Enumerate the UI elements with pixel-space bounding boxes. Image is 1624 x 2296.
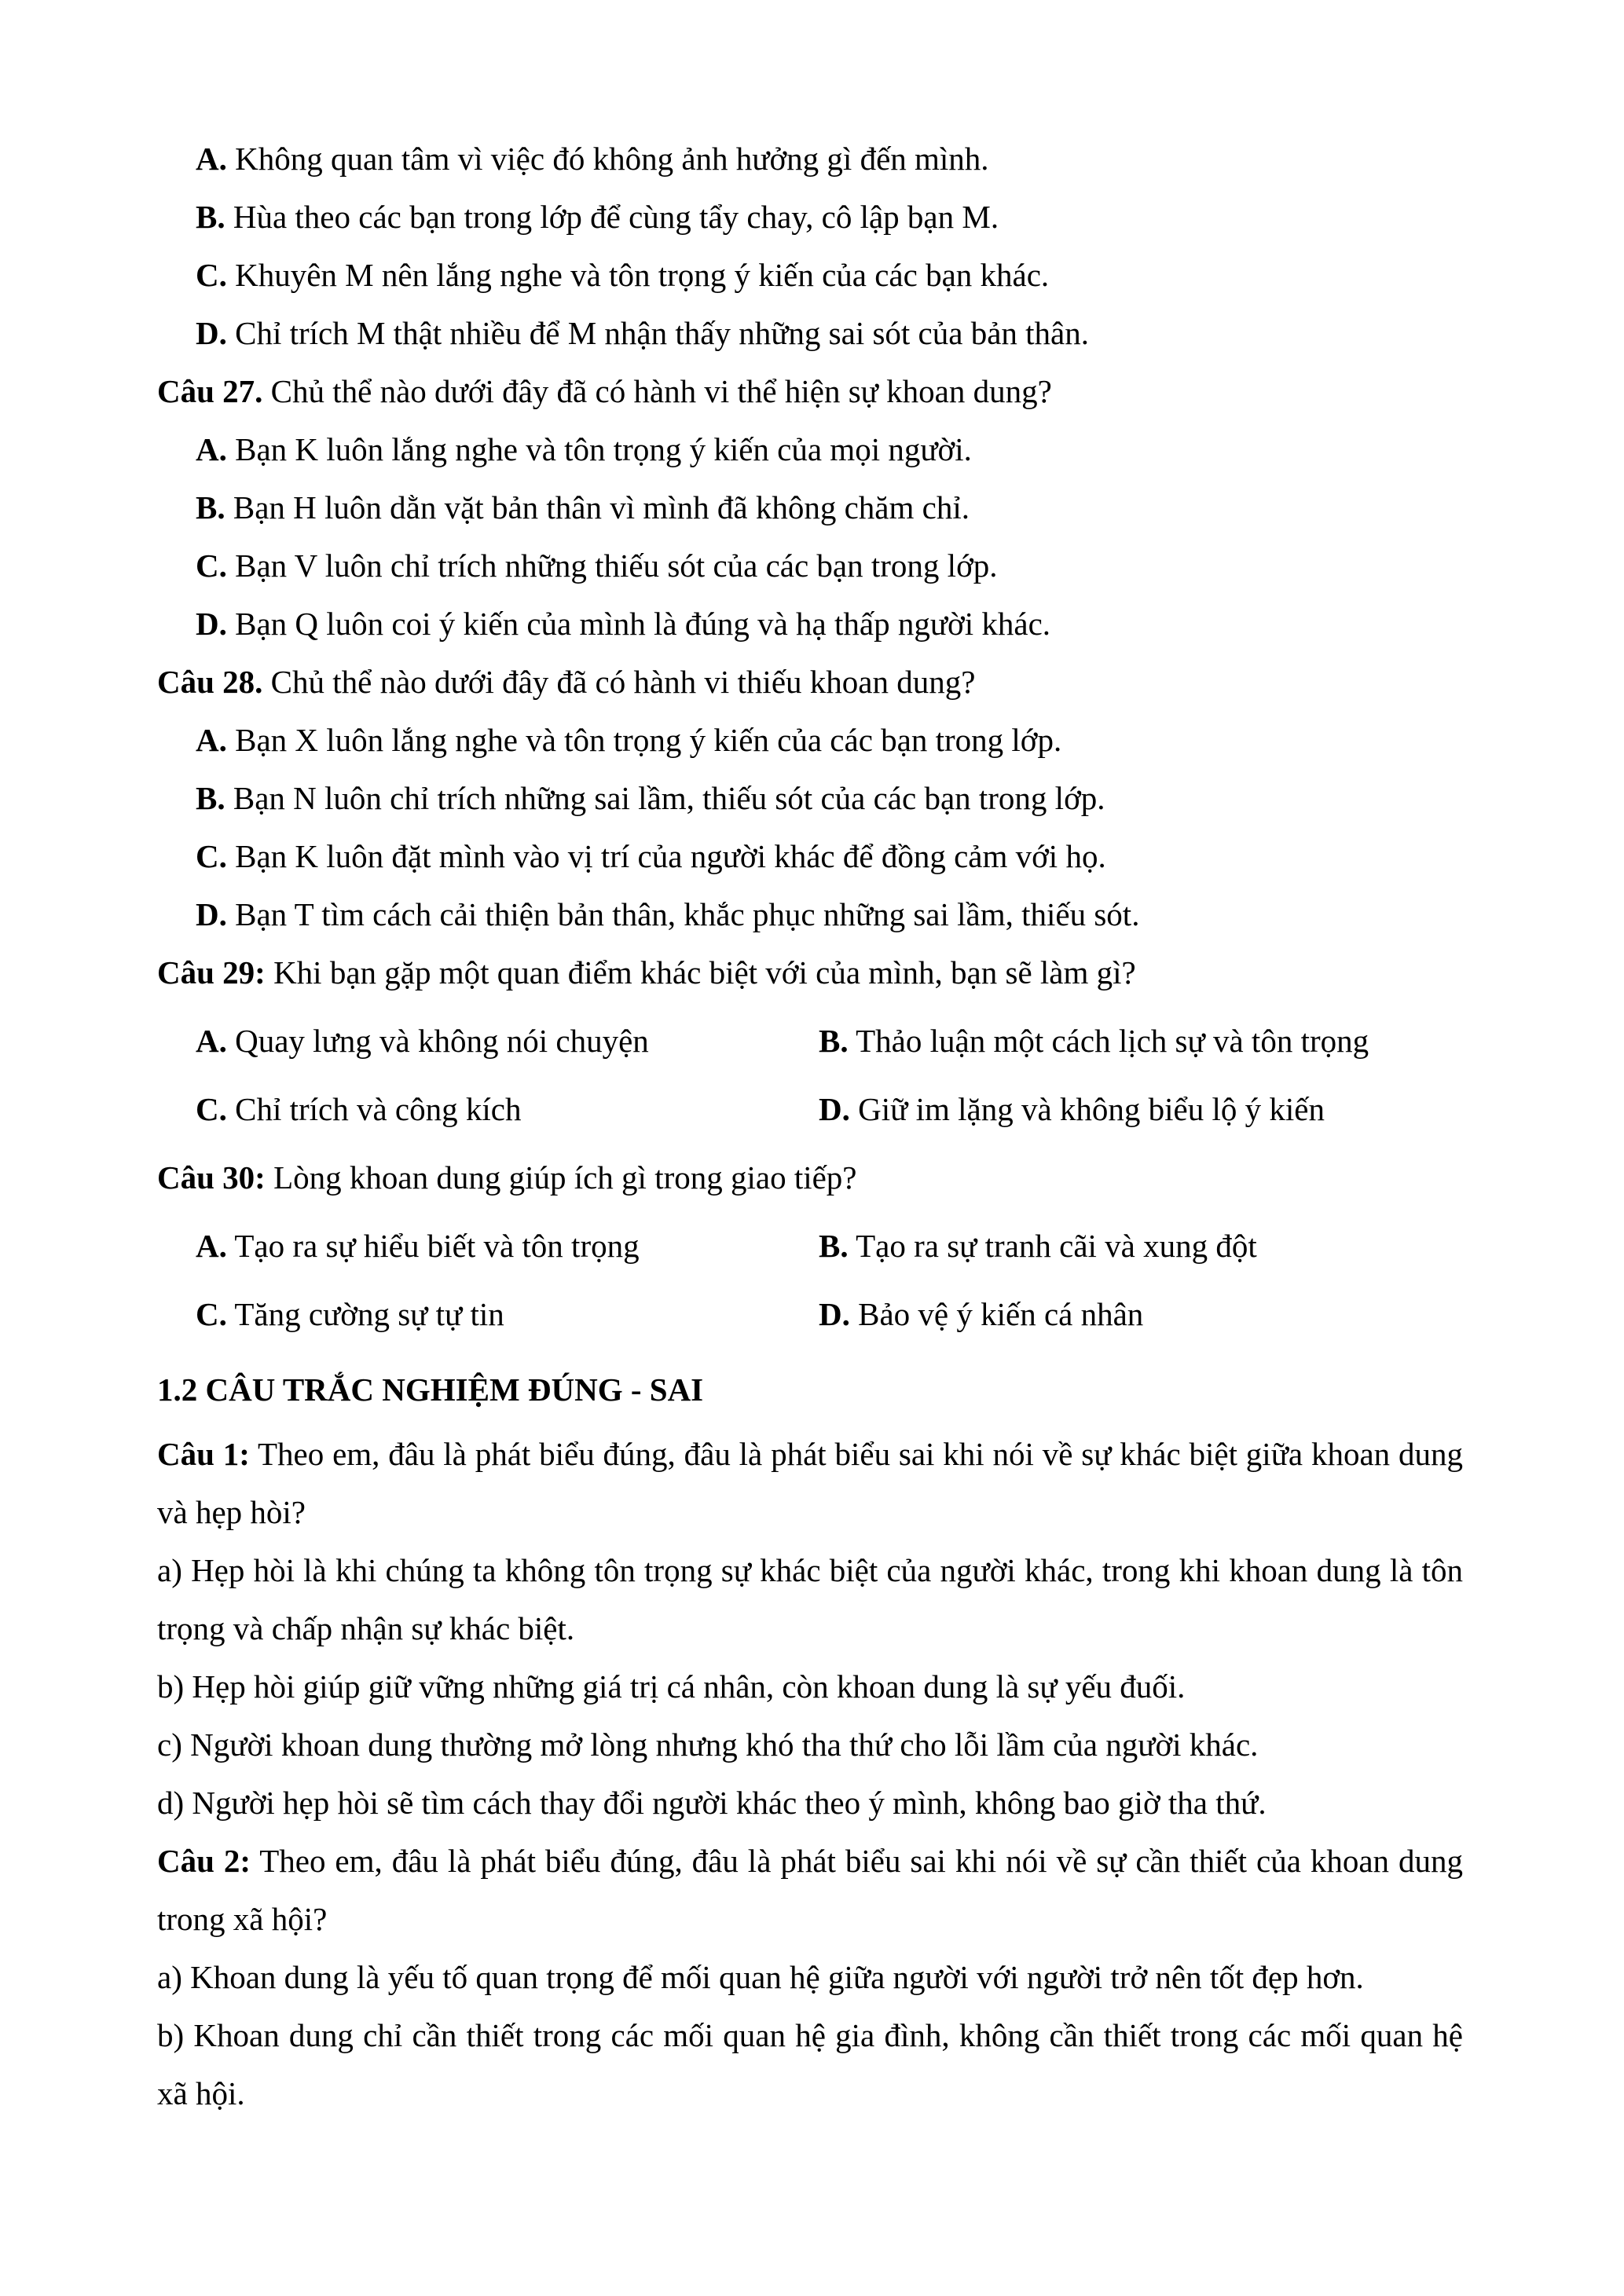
option-line	[157, 885, 1463, 943]
option-row	[157, 1080, 1463, 1138]
option-row	[157, 1217, 1463, 1275]
question-number: Câu 28.	[157, 664, 263, 700]
option-line	[157, 188, 1463, 246]
option-letter: D.	[819, 1296, 850, 1332]
question-line	[157, 943, 1463, 1002]
section-heading: 1.2 CÂU TRẮC NGHIỆM ĐÚNG - SAI	[157, 1371, 704, 1408]
statement-text: Người hẹp hòi sẽ tìm cách thay đổi người khác theo ý mình, không bao giờ tha thứ.	[192, 1785, 1267, 1821]
option-row	[157, 1285, 1463, 1343]
option-letter: D.	[196, 896, 227, 932]
option-letter: C.	[196, 838, 227, 874]
question-line	[157, 1425, 1463, 1541]
statement-text: Hẹp hòi giúp giữ vững những giá trị cá nhân, còn khoan dung là sự yếu đuối.	[192, 1668, 1186, 1705]
option-text: Bạn H luôn dằn vặt bản thân vì mình đã không chăm chỉ.	[233, 489, 970, 525]
statement-text: Hẹp hòi là khi chúng ta không tôn trọng sự khác biệt của người khác, trong khi khoan dung là tôn trọng và chấp nhận sự khác biệt.	[157, 1552, 1463, 1646]
option-text: Chỉ trích và công kích	[235, 1091, 522, 1127]
statement-line	[157, 1716, 1463, 1774]
option-cell	[157, 1012, 819, 1070]
option-line	[157, 478, 1463, 536]
option-text: Bạn K luôn đặt mình vào vị trí của người khác để đồng cảm với họ.	[235, 838, 1106, 874]
option-letter: C.	[196, 547, 227, 584]
option-letter: A.	[196, 722, 227, 758]
option-letter: B.	[196, 489, 225, 525]
option-line	[157, 420, 1463, 478]
option-text: Bạn T tìm cách cải thiện bản thân, khắc phục những sai lầm, thiếu sót.	[235, 896, 1140, 932]
option-cell	[157, 1217, 819, 1275]
question-line	[157, 362, 1463, 420]
option-text: Bạn V luôn chỉ trích những thiếu sót của các bạn trong lớp.	[235, 547, 998, 584]
option-text: Bạn X luôn lắng nghe và tôn trọng ý kiến của các bạn trong lớp.	[235, 722, 1062, 758]
question-line	[157, 1148, 1463, 1207]
option-line	[157, 711, 1463, 769]
question-line	[157, 1832, 1463, 1948]
option-letter: D.	[196, 315, 227, 351]
option-text: Hùa theo các bạn trong lớp để cùng tẩy chay, cô lập bạn M.	[233, 199, 999, 235]
question-text: Theo em, đâu là phát biểu đúng, đâu là phát biểu sai khi nói về sự cần thiết của khoan dung trong xã hội?	[157, 1843, 1463, 1937]
option-text: Khuyên M nên lắng nghe và tôn trọng ý kiến của các bạn khác.	[235, 257, 1050, 293]
option-letter: B.	[196, 780, 225, 816]
question-text: Theo em, đâu là phát biểu đúng, đâu là phát biểu sai khi nói về sự khác biệt giữa khoan dung và hẹp hòi?	[157, 1436, 1463, 1530]
option-line	[157, 769, 1463, 827]
statement-label: b)	[157, 1668, 185, 1705]
option-row	[157, 1012, 1463, 1070]
option-line	[157, 304, 1463, 362]
question-number: Câu 1:	[157, 1436, 250, 1472]
option-letter: A.	[196, 431, 227, 467]
question-number: Câu 30:	[157, 1159, 266, 1196]
option-text: Không quan tâm vì việc đó không ảnh hưởng gì đến mình.	[235, 141, 989, 177]
option-text: Bảo vệ ý kiến cá nhân	[858, 1296, 1144, 1332]
option-cell	[819, 1285, 1463, 1343]
option-cell	[157, 1285, 819, 1343]
statement-line	[157, 1541, 1463, 1657]
option-text: Tạo ra sự hiểu biết và tôn trọng	[234, 1228, 640, 1264]
option-letter: B.	[819, 1023, 849, 1059]
question-number: Câu 2:	[157, 1843, 251, 1879]
question-text: Khi bạn gặp một quan điểm khác biệt với của mình, bạn sẽ làm gì?	[273, 954, 1136, 991]
option-letter: C.	[196, 1091, 227, 1127]
option-letter: D.	[196, 606, 227, 642]
statement-text: Khoan dung là yếu tố quan trọng để mối quan hệ giữa người với người trở nên tốt đẹp hơn.	[190, 1959, 1364, 1995]
option-text: Giữ im lặng và không biểu lộ ý kiến	[858, 1091, 1325, 1127]
question-number: Câu 27.	[157, 373, 263, 409]
option-text: Thảo luận một cách lịch sự và tôn trọng	[856, 1023, 1369, 1059]
option-letter: C.	[196, 1296, 227, 1332]
document-content	[157, 130, 1463, 2122]
option-cell	[819, 1012, 1463, 1070]
option-line	[157, 536, 1463, 595]
option-letter: A.	[196, 141, 227, 177]
statement-line	[157, 1948, 1463, 2006]
option-text: Chỉ trích M thật nhiều để M nhận thấy những sai sót của bản thân.	[235, 315, 1089, 351]
option-text: Bạn K luôn lắng nghe và tôn trọng ý kiến của mọi người.	[235, 431, 972, 467]
statement-label: c)	[157, 1727, 182, 1763]
option-cell	[819, 1217, 1463, 1275]
statement-line	[157, 2006, 1463, 2122]
question-line	[157, 653, 1463, 711]
statement-label: a)	[157, 1959, 182, 1995]
option-text: Tăng cường sự tự tin	[234, 1296, 504, 1332]
option-letter: A.	[196, 1228, 227, 1264]
option-cell	[157, 1080, 819, 1138]
question-text: Chủ thể nào dưới đây đã có hành vi thiếu khoan dung?	[270, 664, 976, 700]
option-text: Bạn N luôn chỉ trích những sai lầm, thiếu sót của các bạn trong lớp.	[233, 780, 1105, 816]
question-text: Lòng khoan dung giúp ích gì trong giao tiếp?	[273, 1159, 857, 1196]
statement-label: b)	[157, 2017, 185, 2053]
option-text: Tạo ra sự tranh cãi và xung đột	[856, 1228, 1257, 1264]
option-line	[157, 130, 1463, 188]
option-cell	[819, 1080, 1463, 1138]
statement-line	[157, 1774, 1463, 1832]
option-letter: B.	[196, 199, 225, 235]
statement-label: d)	[157, 1785, 185, 1821]
statement-text: Người khoan dung thường mở lòng nhưng khó tha thứ cho lỗi lầm của người khác.	[190, 1727, 1259, 1763]
statement-text: Khoan dung chỉ cần thiết trong các mối quan hệ gia đình, không cần thiết trong các mối quan hệ xã hội.	[157, 2017, 1463, 2111]
question-number: Câu 29:	[157, 954, 266, 991]
option-line	[157, 246, 1463, 304]
statement-label: a)	[157, 1552, 182, 1588]
option-line	[157, 595, 1463, 653]
question-text: Chủ thể nào dưới đây đã có hành vi thể hiện sự khoan dung?	[270, 373, 1052, 409]
option-letter: D.	[819, 1091, 850, 1127]
option-letter: C.	[196, 257, 227, 293]
option-letter: B.	[819, 1228, 849, 1264]
option-text: Quay lưng và không nói chuyện	[235, 1023, 649, 1059]
option-line	[157, 827, 1463, 885]
statement-line	[157, 1657, 1463, 1716]
option-text: Bạn Q luôn coi ý kiến của mình là đúng và hạ thấp người khác.	[235, 606, 1051, 642]
option-letter: A.	[196, 1023, 227, 1059]
